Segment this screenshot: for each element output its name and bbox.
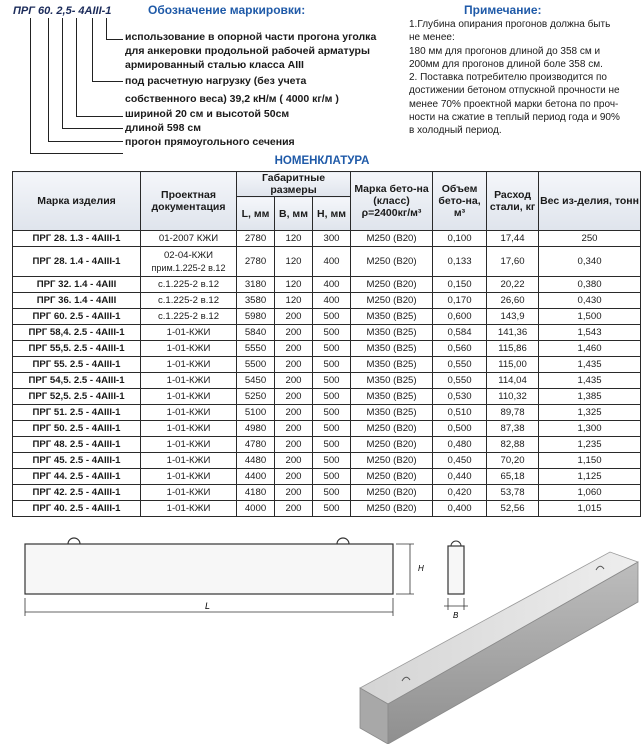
cell-weight: 1,060 bbox=[539, 485, 641, 501]
cell-weight: 1,500 bbox=[539, 309, 641, 325]
cell-concrete: М350 (В25) bbox=[351, 341, 433, 357]
table-row bbox=[13, 357, 641, 373]
cell-volume: 0,100 bbox=[433, 231, 487, 247]
table-row bbox=[13, 453, 641, 469]
table-row bbox=[13, 231, 641, 247]
cell-height: 500 bbox=[313, 357, 351, 373]
cell-width: 200 bbox=[275, 485, 313, 501]
cell-weight: 1,435 bbox=[539, 357, 641, 373]
cell-doc: 1-01-КЖИ bbox=[141, 485, 237, 501]
cell-volume: 0,584 bbox=[433, 325, 487, 341]
cell-height: 500 bbox=[313, 421, 351, 437]
width-label: B bbox=[453, 611, 459, 620]
cell-concrete: М350 (В25) bbox=[351, 309, 433, 325]
header-dims: Габаритные размеры bbox=[237, 172, 351, 197]
cell-width: 200 bbox=[275, 453, 313, 469]
cell-steel: 70,20 bbox=[487, 453, 539, 469]
cell-steel: 65,18 bbox=[487, 469, 539, 485]
cell-length: 4180 bbox=[237, 485, 275, 501]
cell-width: 200 bbox=[275, 405, 313, 421]
cell-concrete: М250 (В20) bbox=[351, 437, 433, 453]
cell-height: 500 bbox=[313, 437, 351, 453]
cell-width: 120 bbox=[275, 231, 313, 247]
cell-steel: 53,78 bbox=[487, 485, 539, 501]
cell-steel: 115,86 bbox=[487, 341, 539, 357]
cell-volume: 0,550 bbox=[433, 357, 487, 373]
cell-height: 400 bbox=[313, 277, 351, 293]
cell-steel: 143,9 bbox=[487, 309, 539, 325]
cross-section bbox=[444, 541, 468, 620]
cell-length: 2780 bbox=[237, 231, 275, 247]
cell-weight: 1,435 bbox=[539, 373, 641, 389]
table-row bbox=[13, 421, 641, 437]
cell-length: 4480 bbox=[237, 453, 275, 469]
cell-steel: 114,04 bbox=[487, 373, 539, 389]
cell-doc: с.1.225-2 в.12 bbox=[141, 309, 237, 325]
cell-width: 200 bbox=[275, 357, 313, 373]
cell-length: 5250 bbox=[237, 389, 275, 405]
cell-steel: 52,56 bbox=[487, 501, 539, 517]
cell-height: 400 bbox=[313, 293, 351, 309]
marking-title: Обозначение маркировки: bbox=[148, 3, 306, 17]
cell-volume: 0,550 bbox=[433, 373, 487, 389]
header-length: L, мм bbox=[237, 197, 275, 231]
table-row bbox=[13, 277, 641, 293]
marking-line: шириной 20 см и высотой 50см bbox=[125, 108, 290, 120]
header-weight: Вес из-делия, тонн bbox=[539, 172, 641, 231]
cell-height: 300 bbox=[313, 231, 351, 247]
cell-volume: 0,560 bbox=[433, 341, 487, 357]
cell-doc: 1-01-КЖИ bbox=[141, 341, 237, 357]
note-line: ности на сжатие в теплый период года и 90% bbox=[409, 112, 620, 124]
table-row bbox=[13, 485, 641, 501]
table-row bbox=[13, 341, 641, 357]
beam-drawings bbox=[0, 518, 644, 744]
nomenclature-table bbox=[12, 171, 641, 517]
cell-weight: 1,235 bbox=[539, 437, 641, 453]
cell-length: 5450 bbox=[237, 373, 275, 389]
cell-length: 5550 bbox=[237, 341, 275, 357]
cell-length: 3180 bbox=[237, 277, 275, 293]
cell-mark: ПРГ 51. 2.5 - 4АIII-1 bbox=[13, 405, 141, 421]
cell-doc: 1-01-КЖИ bbox=[141, 469, 237, 485]
cell-length: 5100 bbox=[237, 405, 275, 421]
length-label: L bbox=[205, 601, 211, 611]
table-row bbox=[13, 501, 641, 517]
cell-weight: 250 bbox=[539, 231, 641, 247]
cell-concrete: М350 (В25) bbox=[351, 405, 433, 421]
cell-mark: ПРГ 32. 1.4 - 4АIII bbox=[13, 277, 141, 293]
marking-line: собственного веса) 39,2 кН/м ( 4000 кг/м ) bbox=[125, 93, 339, 105]
cell-weight: 0,380 bbox=[539, 277, 641, 293]
cell-width: 200 bbox=[275, 309, 313, 325]
cell-volume: 0,510 bbox=[433, 405, 487, 421]
cell-mark: ПРГ 58,4. 2.5 - 4АIII-1 bbox=[13, 325, 141, 341]
cell-concrete: М250 (В20) bbox=[351, 421, 433, 437]
cell-weight: 1,325 bbox=[539, 405, 641, 421]
cell-doc: 1-01-КЖИ bbox=[141, 325, 237, 341]
cell-mark: ПРГ 54,5. 2.5 - 4АIII-1 bbox=[13, 373, 141, 389]
cell-height: 500 bbox=[313, 325, 351, 341]
cell-doc: 1-01-КЖИ bbox=[141, 405, 237, 421]
cell-weight: 1,385 bbox=[539, 389, 641, 405]
note-text bbox=[409, 18, 639, 138]
cell-length: 5980 bbox=[237, 309, 275, 325]
cell-length: 5840 bbox=[237, 325, 275, 341]
cell-doc: с.1.225-2 в.12 bbox=[141, 293, 237, 309]
cell-length: 4000 bbox=[237, 501, 275, 517]
marking-line: армированный сталью класса АIII bbox=[125, 59, 304, 71]
cell-steel: 87,38 bbox=[487, 421, 539, 437]
cell-doc: с.1.225-2 в.12 bbox=[141, 277, 237, 293]
cell-width: 200 bbox=[275, 437, 313, 453]
cell-width: 120 bbox=[275, 277, 313, 293]
cell-doc: 1-01-КЖИ bbox=[141, 453, 237, 469]
cell-width: 200 bbox=[275, 373, 313, 389]
cell-doc: 01-2007 КЖИ bbox=[141, 231, 237, 247]
cell-mark: ПРГ 55. 2.5 - 4АIII-1 bbox=[13, 357, 141, 373]
marking-line: использование в опорной части прогона уголка bbox=[125, 31, 377, 43]
cell-height: 500 bbox=[313, 309, 351, 325]
cell-width: 200 bbox=[275, 389, 313, 405]
table-body bbox=[13, 231, 641, 517]
cell-doc: 1-01-КЖИ bbox=[141, 373, 237, 389]
cell-volume: 0,500 bbox=[433, 421, 487, 437]
cell-height: 500 bbox=[313, 405, 351, 421]
cell-mark: ПРГ 45. 2.5 - 4АIII-1 bbox=[13, 453, 141, 469]
cell-height: 500 bbox=[313, 341, 351, 357]
cell-volume: 0,400 bbox=[433, 501, 487, 517]
header-doc: Проектная документация bbox=[141, 172, 237, 231]
header-height: H, мм bbox=[313, 197, 351, 231]
cell-weight: 0,340 bbox=[539, 247, 641, 277]
note-line: менее 70% проектной марки бетона по проч- bbox=[409, 98, 619, 110]
note-line: не менее: bbox=[409, 32, 455, 44]
cell-width: 200 bbox=[275, 501, 313, 517]
cell-mark: ПРГ 28. 1.3 - 4АIII-1 bbox=[13, 231, 141, 247]
table-row bbox=[13, 389, 641, 405]
cell-weight: 1,150 bbox=[539, 453, 641, 469]
table-row bbox=[13, 405, 641, 421]
cell-volume: 0,480 bbox=[433, 437, 487, 453]
cell-height: 500 bbox=[313, 373, 351, 389]
beam-3d bbox=[360, 552, 638, 744]
cell-width: 200 bbox=[275, 421, 313, 437]
cell-mark: ПРГ 60. 2.5 - 4АIII-1 bbox=[13, 309, 141, 325]
cell-mark: ПРГ 28. 1.4 - 4АIII-1 bbox=[13, 247, 141, 277]
cell-width: 120 bbox=[275, 247, 313, 277]
cell-mark: ПРГ 42. 2.5 - 4АIII-1 bbox=[13, 485, 141, 501]
cell-width: 200 bbox=[275, 469, 313, 485]
front-view bbox=[25, 538, 424, 616]
cell-length: 4780 bbox=[237, 437, 275, 453]
table-row bbox=[13, 293, 641, 309]
cell-height: 500 bbox=[313, 453, 351, 469]
cell-mark: ПРГ 50. 2.5 - 4АIII-1 bbox=[13, 421, 141, 437]
header-concrete: Марка бето-на (класс) ρ=2400кг/м³ bbox=[351, 172, 433, 231]
cell-width: 200 bbox=[275, 325, 313, 341]
height-label: H bbox=[418, 564, 424, 573]
cell-doc: 1-01-КЖИ bbox=[141, 421, 237, 437]
note-line: 180 мм для прогонов длиной до 358 см и bbox=[409, 45, 601, 57]
cell-length: 2780 bbox=[237, 247, 275, 277]
cell-doc bbox=[141, 247, 237, 277]
cell-steel: 82,88 bbox=[487, 437, 539, 453]
marking-line: для анкеровки продольной рабочей арматуры bbox=[125, 45, 370, 57]
cell-height: 500 bbox=[313, 485, 351, 501]
note-line: 200мм для прогонов длиной боле 358 см. bbox=[409, 58, 603, 70]
cell-concrete: М250 (В20) bbox=[351, 247, 433, 277]
cell-mark: ПРГ 40. 2.5 - 4АIII-1 bbox=[13, 501, 141, 517]
cell-length: 5500 bbox=[237, 357, 275, 373]
cell-length: 4980 bbox=[237, 421, 275, 437]
note-title: Примечание: bbox=[464, 3, 542, 17]
cell-concrete: М250 (В20) bbox=[351, 277, 433, 293]
cell-concrete: М350 (В25) bbox=[351, 389, 433, 405]
table-row bbox=[13, 325, 641, 341]
cell-volume: 0,150 bbox=[433, 277, 487, 293]
cell-concrete: М350 (В25) bbox=[351, 373, 433, 389]
cell-steel: 20,22 bbox=[487, 277, 539, 293]
cell-mark: ПРГ 44. 2.5 - 4АIII-1 bbox=[13, 469, 141, 485]
cell-height: 500 bbox=[313, 469, 351, 485]
cell-weight: 1,015 bbox=[539, 501, 641, 517]
cell-volume: 0,133 bbox=[433, 247, 487, 277]
cell-volume: 0,170 bbox=[433, 293, 487, 309]
cell-steel: 89,78 bbox=[487, 405, 539, 421]
cell-length: 4400 bbox=[237, 469, 275, 485]
table-row bbox=[13, 373, 641, 389]
cell-steel: 110,32 bbox=[487, 389, 539, 405]
cell-concrete: М250 (В20) bbox=[351, 231, 433, 247]
table-title: НОМЕНКЛАТУРА bbox=[274, 155, 370, 167]
cell-volume: 0,420 bbox=[433, 485, 487, 501]
cell-weight: 0,430 bbox=[539, 293, 641, 309]
cell-steel: 17,44 bbox=[487, 231, 539, 247]
cell-concrete: М250 (В20) bbox=[351, 501, 433, 517]
cell-concrete: М350 (В25) bbox=[351, 357, 433, 373]
marking-line: длиной 598 см bbox=[125, 122, 201, 134]
cell-steel: 115,00 bbox=[487, 357, 539, 373]
note-line: 2. Поставка потребителю производится по bbox=[409, 72, 607, 84]
cell-mark: ПРГ 36. 1.4 - 4АIII bbox=[13, 293, 141, 309]
cell-doc-line: 02-04-КЖИ bbox=[163, 249, 214, 261]
cell-volume: 0,530 bbox=[433, 389, 487, 405]
table-row bbox=[13, 437, 641, 453]
cell-height: 500 bbox=[313, 501, 351, 517]
cell-volume: 0,440 bbox=[433, 469, 487, 485]
table-row bbox=[13, 469, 641, 485]
cell-steel: 17,60 bbox=[487, 247, 539, 277]
cell-mark: ПРГ 55,5. 2.5 - 4АIII-1 bbox=[13, 341, 141, 357]
leader-line bbox=[30, 18, 123, 154]
cell-weight: 1,543 bbox=[539, 325, 641, 341]
marking-line: прогон прямоугольного сечения bbox=[125, 136, 295, 148]
cell-concrete: М250 (В20) bbox=[351, 453, 433, 469]
cell-doc: 1-01-КЖИ bbox=[141, 357, 237, 373]
header-volume: Объем бето-на, м³ bbox=[433, 172, 487, 231]
cell-width: 120 bbox=[275, 293, 313, 309]
cell-concrete: М250 (В20) bbox=[351, 469, 433, 485]
cell-doc: 1-01-КЖИ bbox=[141, 389, 237, 405]
cell-height: 500 bbox=[313, 389, 351, 405]
header-width: B, мм bbox=[275, 197, 313, 231]
cell-length: 3580 bbox=[237, 293, 275, 309]
cell-volume: 0,600 bbox=[433, 309, 487, 325]
cell-weight: 1,460 bbox=[539, 341, 641, 357]
cell-width: 200 bbox=[275, 341, 313, 357]
cell-weight: 1,300 bbox=[539, 421, 641, 437]
cell-height: 400 bbox=[313, 247, 351, 277]
cell-volume: 0,450 bbox=[433, 453, 487, 469]
cell-weight: 1,125 bbox=[539, 469, 641, 485]
table-row bbox=[13, 247, 641, 277]
note-line: в холодный период. bbox=[409, 125, 502, 137]
note-line: достижении бетоном отпускной прочности не bbox=[409, 85, 620, 97]
cell-steel: 141,36 bbox=[487, 325, 539, 341]
cell-mark: ПРГ 52,5. 2.5 - 4АIII-1 bbox=[13, 389, 141, 405]
table-row bbox=[13, 309, 641, 325]
cell-concrete: М350 (В25) bbox=[351, 325, 433, 341]
marking-code: ПРГ 60. 2,5- 4АIII-1 bbox=[13, 5, 112, 17]
note-line: 1.Глубина опирания прогонов должна быть bbox=[409, 19, 611, 30]
cell-doc: 1-01-КЖИ bbox=[141, 437, 237, 453]
cell-steel: 26,60 bbox=[487, 293, 539, 309]
cell-concrete: М250 (В20) bbox=[351, 485, 433, 501]
cell-mark: ПРГ 48. 2.5 - 4АIII-1 bbox=[13, 437, 141, 453]
header-steel: Расход стали, кг bbox=[487, 172, 539, 231]
cell-doc-line: прим.1.225-2 в.12 bbox=[151, 262, 226, 273]
cell-doc: 1-01-КЖИ bbox=[141, 501, 237, 517]
cell-concrete: М250 (В20) bbox=[351, 293, 433, 309]
marking-line: под расчетную нагрузку (без учета bbox=[125, 75, 307, 87]
header-mark: Марка изделия bbox=[13, 172, 141, 231]
